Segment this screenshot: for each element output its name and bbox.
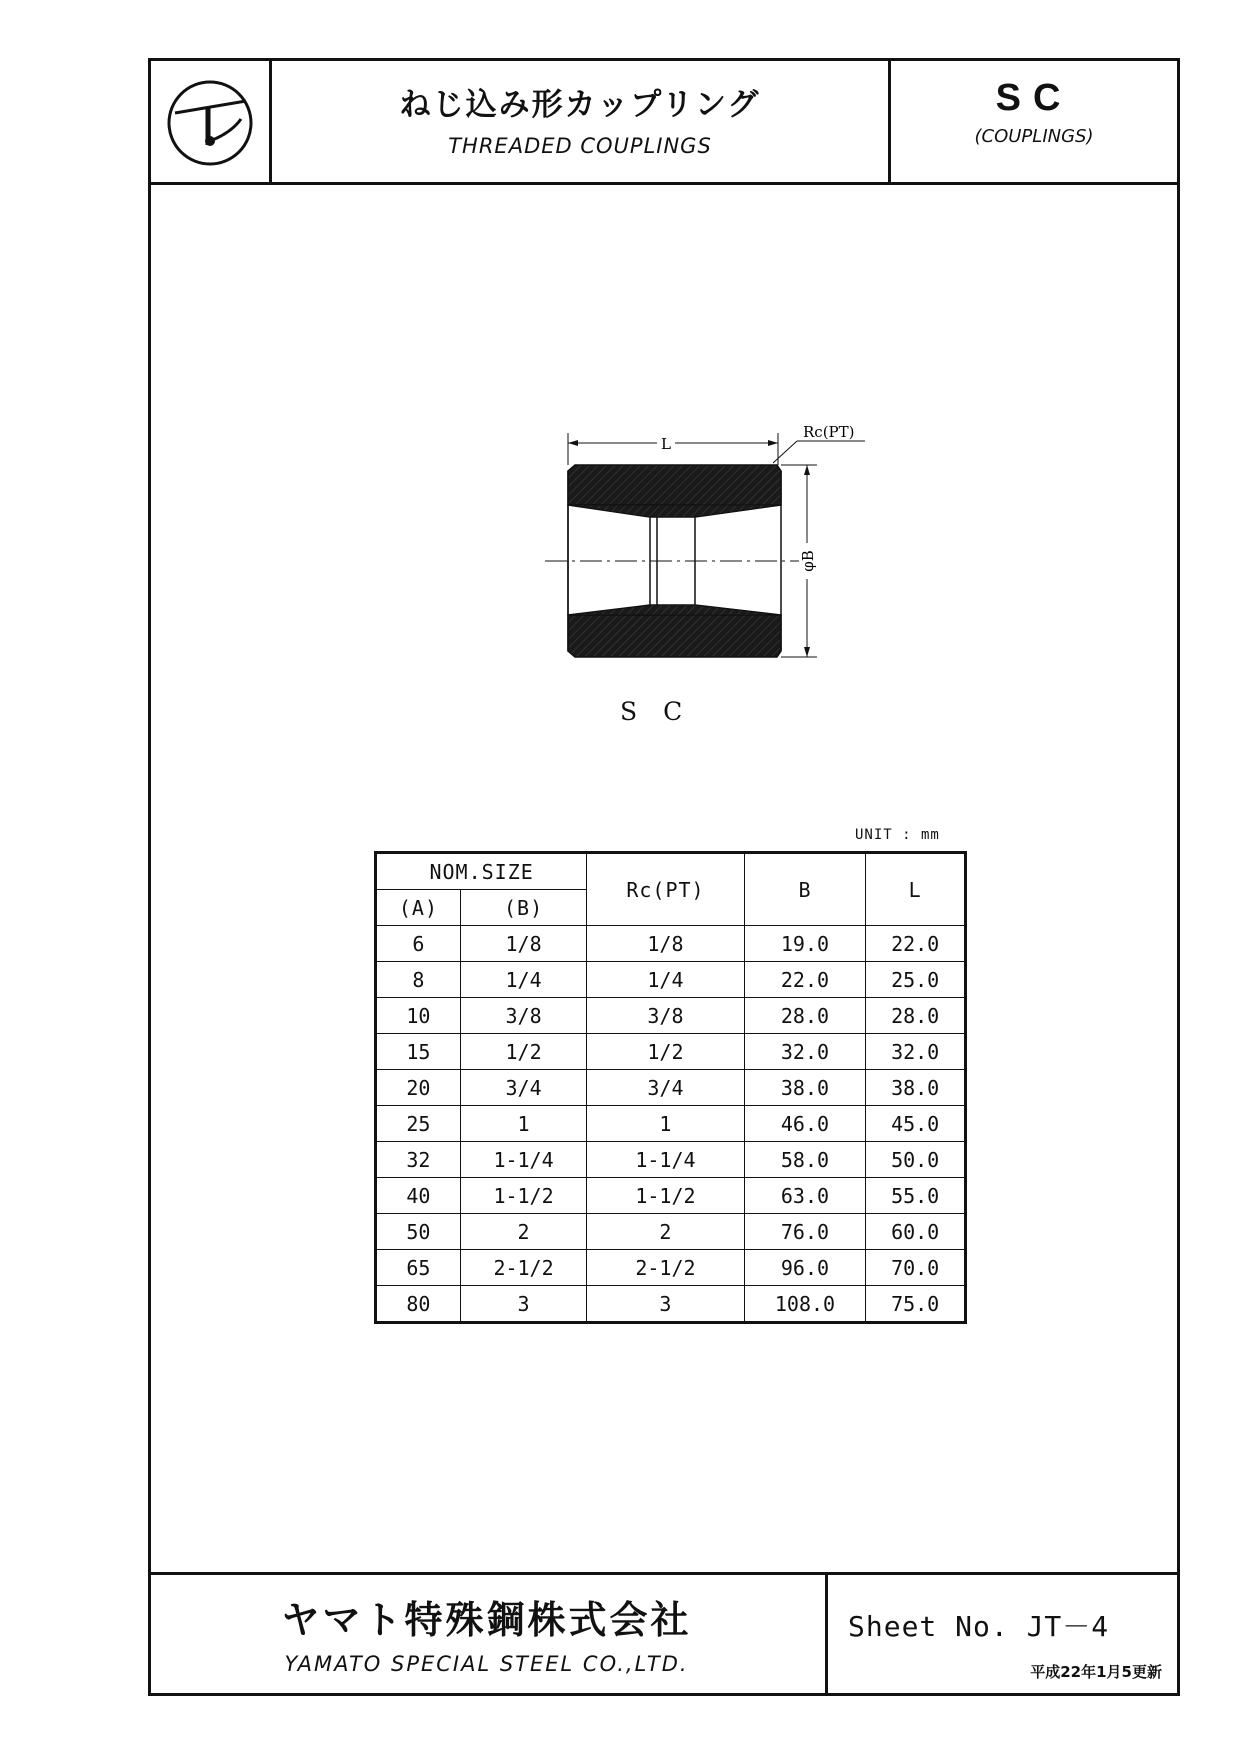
cell-b: 1-1/4 <box>460 1142 586 1178</box>
cell-b: 2 <box>460 1214 586 1250</box>
product-code-cell <box>891 61 1177 182</box>
header-rc: Rc(PT) <box>587 853 744 926</box>
cell-l: 28.0 <box>866 998 966 1034</box>
cell-bdim: 63.0 <box>744 1178 866 1214</box>
cell-bdim: 32.0 <box>744 1034 866 1070</box>
cell-rc: 1/2 <box>587 1034 744 1070</box>
title-jp: ねじ込み形カップリング <box>399 87 761 123</box>
table-row <box>376 998 966 1034</box>
table-row <box>376 1286 966 1323</box>
cell-rc: 1-1/4 <box>587 1142 744 1178</box>
cell-b: 1 <box>460 1106 586 1142</box>
cell-b: 1/8 <box>460 926 586 962</box>
header-b-size: (B) <box>460 890 586 926</box>
cell-rc: 2-1/2 <box>587 1250 744 1286</box>
cell-rc: 1/8 <box>587 926 744 962</box>
coupling-cross-section-drawing <box>385 415 905 675</box>
cell-l: 25.0 <box>866 962 966 998</box>
cell-a: 65 <box>376 1250 461 1286</box>
cell-a: 8 <box>376 962 461 998</box>
company-name-jp: ヤマト特殊鋼株式会社 <box>281 1598 692 1642</box>
cell-a: 25 <box>376 1106 461 1142</box>
cell-a: 32 <box>376 1142 461 1178</box>
company-logo <box>151 61 272 182</box>
cell-bdim: 19.0 <box>744 926 866 962</box>
cell-rc: 3/8 <box>587 998 744 1034</box>
cell-a: 50 <box>376 1214 461 1250</box>
cell-bdim: 108.0 <box>744 1286 866 1323</box>
cell-b: 1/2 <box>460 1034 586 1070</box>
header-nom-size: NOM.SIZE <box>376 853 587 890</box>
cell-l: 22.0 <box>866 926 966 962</box>
cell-a: 40 <box>376 1178 461 1214</box>
table-row <box>376 1142 966 1178</box>
cell-bdim: 22.0 <box>744 962 866 998</box>
cell-a: 20 <box>376 1070 461 1106</box>
dimension-l-label: L <box>661 435 671 453</box>
cell-l: 60.0 <box>866 1214 966 1250</box>
cell-l: 50.0 <box>866 1142 966 1178</box>
cell-rc: 1/4 <box>587 962 744 998</box>
title-en: THREADED COUPLINGS <box>448 134 712 158</box>
table-row <box>376 1034 966 1070</box>
cell-rc: 3/4 <box>587 1070 744 1106</box>
cell-bdim: 76.0 <box>744 1214 866 1250</box>
yamato-logo-icon <box>151 61 269 179</box>
header-l: L <box>866 853 966 926</box>
company-name-en: YAMATO SPECIAL STEEL CO.,LTD. <box>284 1652 689 1676</box>
title-block-header <box>151 61 1177 185</box>
cell-l: 32.0 <box>866 1034 966 1070</box>
cell-b: 1/4 <box>460 962 586 998</box>
cell-l: 55.0 <box>866 1178 966 1214</box>
dimension-table <box>374 851 967 1324</box>
product-code: SC <box>995 77 1073 119</box>
cell-rc: 1-1/2 <box>587 1178 744 1214</box>
cell-l: 75.0 <box>866 1286 966 1323</box>
dimension-b-label: φB <box>799 550 817 572</box>
cell-b: 3/8 <box>460 998 586 1034</box>
cell-b: 2-1/2 <box>460 1250 586 1286</box>
cell-bdim: 38.0 <box>744 1070 866 1106</box>
unit-label: UNIT : mm <box>855 827 940 843</box>
title-cell <box>272 61 891 182</box>
cell-l: 70.0 <box>866 1250 966 1286</box>
cell-l: 45.0 <box>866 1106 966 1142</box>
rc-pt-label: Rc(PT) <box>803 423 855 441</box>
header-b: B <box>744 853 866 926</box>
table-header-row <box>376 853 966 890</box>
table-row <box>376 1250 966 1286</box>
cell-b: 1-1/2 <box>460 1178 586 1214</box>
cell-a: 6 <box>376 926 461 962</box>
cell-rc: 3 <box>587 1286 744 1323</box>
cell-b: 3/4 <box>460 1070 586 1106</box>
cell-rc: 2 <box>587 1214 744 1250</box>
table-row <box>376 926 966 962</box>
cell-b: 3 <box>460 1286 586 1323</box>
cell-bdim: 46.0 <box>744 1106 866 1142</box>
product-code-sub: (COUPLINGS) <box>974 126 1094 147</box>
table-row <box>376 1070 966 1106</box>
table-row <box>376 1214 966 1250</box>
cell-a: 80 <box>376 1286 461 1323</box>
sheet-number: Sheet No. JT－4 <box>848 1610 1110 1643</box>
table-row <box>376 1178 966 1214</box>
cell-l: 38.0 <box>866 1070 966 1106</box>
revision-date: 平成22年1月5更新 <box>1030 1663 1162 1681</box>
table-row <box>376 962 966 998</box>
cell-a: 15 <box>376 1034 461 1070</box>
table-row <box>376 1106 966 1142</box>
cell-bdim: 28.0 <box>744 998 866 1034</box>
drawing-caption: SC <box>620 697 709 726</box>
cell-bdim: 96.0 <box>744 1250 866 1286</box>
cell-bdim: 58.0 <box>744 1142 866 1178</box>
cell-a: 10 <box>376 998 461 1034</box>
cell-rc: 1 <box>587 1106 744 1142</box>
header-a: (A) <box>376 890 461 926</box>
